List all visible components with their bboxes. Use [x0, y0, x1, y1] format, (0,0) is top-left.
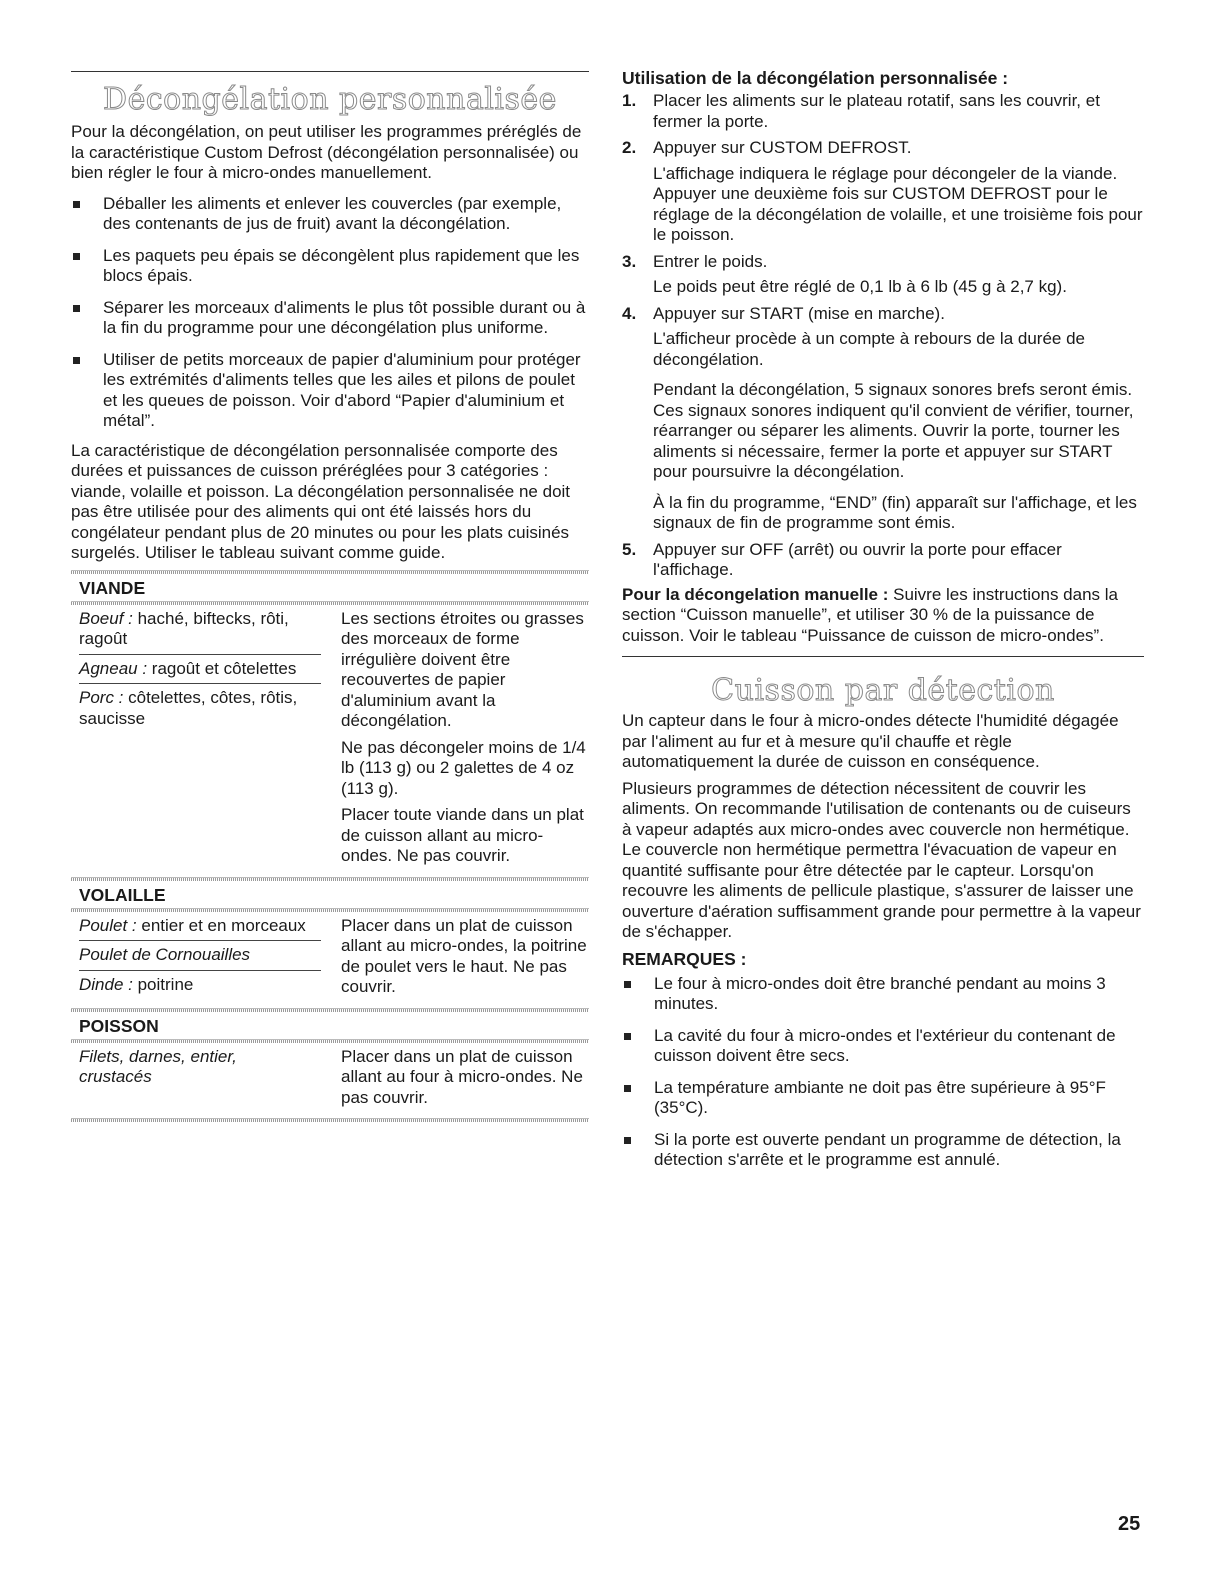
food-item: [79, 912, 321, 942]
note-text: Placer dans un plat de cuisson allant au four à micro-ondes. Ne pas couvrir.: [341, 1046, 583, 1107]
step-number: 4.: [622, 303, 637, 323]
left-column: [71, 71, 589, 1122]
manual-defrost-text: Suivre les instructions dans la section “Cuisson manuelle”, et utiliser 30 % de la puissance de cuisson. Voir le tableau “Puissance de cuisson de micro-ondes”.: [622, 584, 1118, 645]
food-list: [71, 912, 329, 1004]
food-name: Boeuf :: [79, 608, 133, 628]
step-item: [622, 138, 1144, 246]
right-column: [622, 68, 1144, 1182]
step-number: 5.: [622, 539, 637, 559]
category-heading-volaille: VOLAILLE: [79, 884, 166, 905]
section-title-sensor: Cuisson par détection: [711, 673, 1055, 708]
step-number: 3.: [622, 251, 637, 271]
list-item: La cavité du four à micro-ondes et l'extérieur du contenant de cuisson doivent être secs.: [622, 1026, 1144, 1067]
step-detail: L'affichage indiquera le réglage pour décongeler de la viande. Appuyer une deuxième fois sur CUSTOM DEFROST pour le réglage de la décongélation de volaille, et une troisième fois pour le poisson.: [653, 163, 1143, 244]
manual-defrost-paragraph: [622, 585, 1144, 647]
section-title-defrost: Décongélation personnalisée: [103, 82, 557, 117]
food-item: [79, 941, 321, 971]
sensor-paragraph: Un capteur dans le four à micro-ondes détecte l'humidité dégagée par l'aliment au fur et à mesure qu'il chauffe et règle automatiquement la durée de cuisson en conséquence.: [622, 711, 1119, 771]
food-name: Poulet de Cornouailles: [79, 945, 251, 964]
defrost-tips-list: [71, 194, 589, 432]
category-heading-viande: VIANDE: [79, 577, 146, 598]
step-text: Appuyer sur START (mise en marche).: [653, 303, 945, 323]
step-item: [622, 252, 1144, 298]
sensor-paragraph: Plusieurs programmes de détection nécessitent de couvrir les aliments. On recommande l'utilisation de contenants ou de cuiseurs à vapeur adaptés aux micro-ondes avec couvercle non hermétique. Le couvercle non hermétique permettra l'évacuation de vapeur en quantité suffisante pour être détectée par le capteur. Lorsqu'on recouvre les aliments de pellicule plastique, s'assurer de laisser une ouverture d'aération suffisamment grande pour permettre à la vapeur de s'échapper.: [622, 778, 1141, 941]
manual-defrost-label: Pour la décongelation manuelle :: [622, 584, 889, 604]
step-text: Placer les aliments sur le plateau rotatif, sans les couvrir, et fermer la porte.: [653, 91, 1100, 131]
table-section-poisson: [71, 1043, 589, 1119]
intro-paragraph: Pour la décongélation, on peut utiliser les programmes préréglés de la caractéristique Custom Defrost (décongélation personnalisée) ou bien régler le four à micro-ondes manuellement.: [71, 122, 582, 182]
section-rule: [622, 656, 1144, 657]
food-item: [79, 1043, 261, 1092]
step-item: [622, 304, 1144, 534]
step-text: Appuyer sur OFF (arrêt) ou ouvrir la porte pour effacer l'affichage.: [653, 539, 1062, 579]
step-number: 2.: [622, 138, 637, 157]
list-item: Utiliser de petits morceaux de papier d'aluminium pour protéger les extrémités d'aliments telles que les ailes et pilons de poulet et les queues de poisson. Voir d'abord “Papier d'aluminium et métal”.: [71, 350, 589, 432]
step-text: Appuyer sur CUSTOM DEFROST.: [653, 138, 912, 157]
food-item: [79, 655, 321, 685]
food-desc: entier et en morceaux: [136, 915, 306, 935]
page-number: 25: [1118, 1513, 1141, 1535]
food-desc: poitrine: [132, 974, 194, 994]
step-text: Entrer le poids.: [653, 251, 768, 271]
step-detail: Pendant la décongélation, 5 signaux sonores brefs seront émis. Ces signaux sonores indiquent qu'il convient de vérifier, tourner, réarranger ou séparer les aliments. Ouvrir la porte, tourner les aliments si nécessaire, fermer la porte et appuyer sur START pour poursuivre la décongélation.: [653, 380, 1134, 481]
remarques-list: [622, 974, 1144, 1171]
note-text: Placer toute viande dans un plat de cuisson allant au micro-ondes. Ne pas couvrir.: [341, 805, 584, 865]
food-name: Poulet :: [79, 915, 137, 935]
note-text: Ne pas décongeler moins de 1/4 lb (113 g) ou 2 galettes de 4 oz (113 g).: [341, 737, 586, 798]
food-list: [71, 1043, 329, 1115]
food-name: Filets, darnes, entier, crustacés: [79, 1046, 237, 1086]
list-item: La température ambiante ne doit pas être supérieure à 95°F (35°C).: [622, 1078, 1144, 1119]
food-item: [79, 971, 321, 1000]
defrost-table: [71, 570, 589, 1123]
list-item: Le four à micro-ondes doit être branché pendant au moins 3 minutes.: [622, 974, 1144, 1015]
list-item: Les paquets peu épais se décongèlent plus rapidement que les blocs épais.: [71, 246, 589, 287]
step-number: 1.: [622, 91, 637, 110]
food-item: [79, 684, 321, 733]
food-item: [79, 605, 321, 655]
step-item: [622, 540, 1144, 581]
table-section-viande: [71, 605, 589, 877]
food-desc: ragoût et côtelettes: [147, 658, 297, 678]
food-name: Agneau :: [79, 658, 148, 678]
food-name: Dinde :: [79, 974, 133, 994]
step-item: [622, 91, 1144, 132]
step-detail: À la fin du programme, “END” (fin) apparaît sur l'affichage, et les signaux de fin de programme sont émis.: [653, 492, 1137, 532]
food-name: Porc :: [79, 688, 124, 707]
food-desc: haché, biftecks, rôti, ragoût: [79, 608, 289, 648]
defrost-steps: [622, 91, 1144, 581]
list-item: Si la porte est ouverte pendant un programme de détection, la détection s'arrête et le programme est annulé.: [622, 1130, 1144, 1171]
food-notes: [329, 1043, 589, 1115]
category-heading-poisson: POISSON: [79, 1015, 159, 1036]
step-detail: L'afficheur procède à un compte à rebours de la durée de décongélation.: [653, 329, 1085, 369]
food-desc: côtelettes, côtes, rôtis, saucisse: [79, 688, 298, 728]
food-list: [71, 605, 329, 873]
section-rule: [71, 71, 589, 72]
usage-heading: Utilisation de la décongélation personnalisée :: [622, 68, 1009, 88]
custom-defrost-paragraph: La caractéristique de décongélation personnalisée comporte des durées et puissances de cuisson préréglées pour 3 catégories : viande, volaille et poisson. La décongélation personnalisée ne doit pas être utilisée pour des aliments qui ont été laissés hors du congélateur pendant plus de 20 minutes ou pour les plats cuisinés surgelés. Utiliser le tableau suivant comme guide.: [71, 440, 571, 562]
food-notes: [329, 605, 589, 873]
table-section-volaille: [71, 912, 589, 1008]
note-text: Placer dans un plat de cuisson allant au micro-ondes, la poitrine de poulet vers le haut. Ne pas couvrir.: [341, 915, 587, 996]
remarques-heading: REMARQUES :: [622, 948, 747, 969]
table-divider: [71, 1118, 589, 1122]
step-detail: Le poids peut être réglé de 0,1 lb à 6 lb (45 g à 2,7 kg).: [653, 277, 1067, 296]
note-text: Les sections étroites ou grasses des morceaux de forme irrégulière doivent être recouvertes de papier d'aluminium avant la décongélation.: [341, 608, 584, 730]
food-notes: [329, 912, 589, 1004]
list-item: Déballer les aliments et enlever les couvercles (par exemple, des contenants de jus de fruit) avant la décongélation.: [71, 194, 589, 235]
list-item: Séparer les morceaux d'aliments le plus tôt possible durant ou à la fin du programme pour une décongélation plus uniforme.: [71, 298, 589, 339]
